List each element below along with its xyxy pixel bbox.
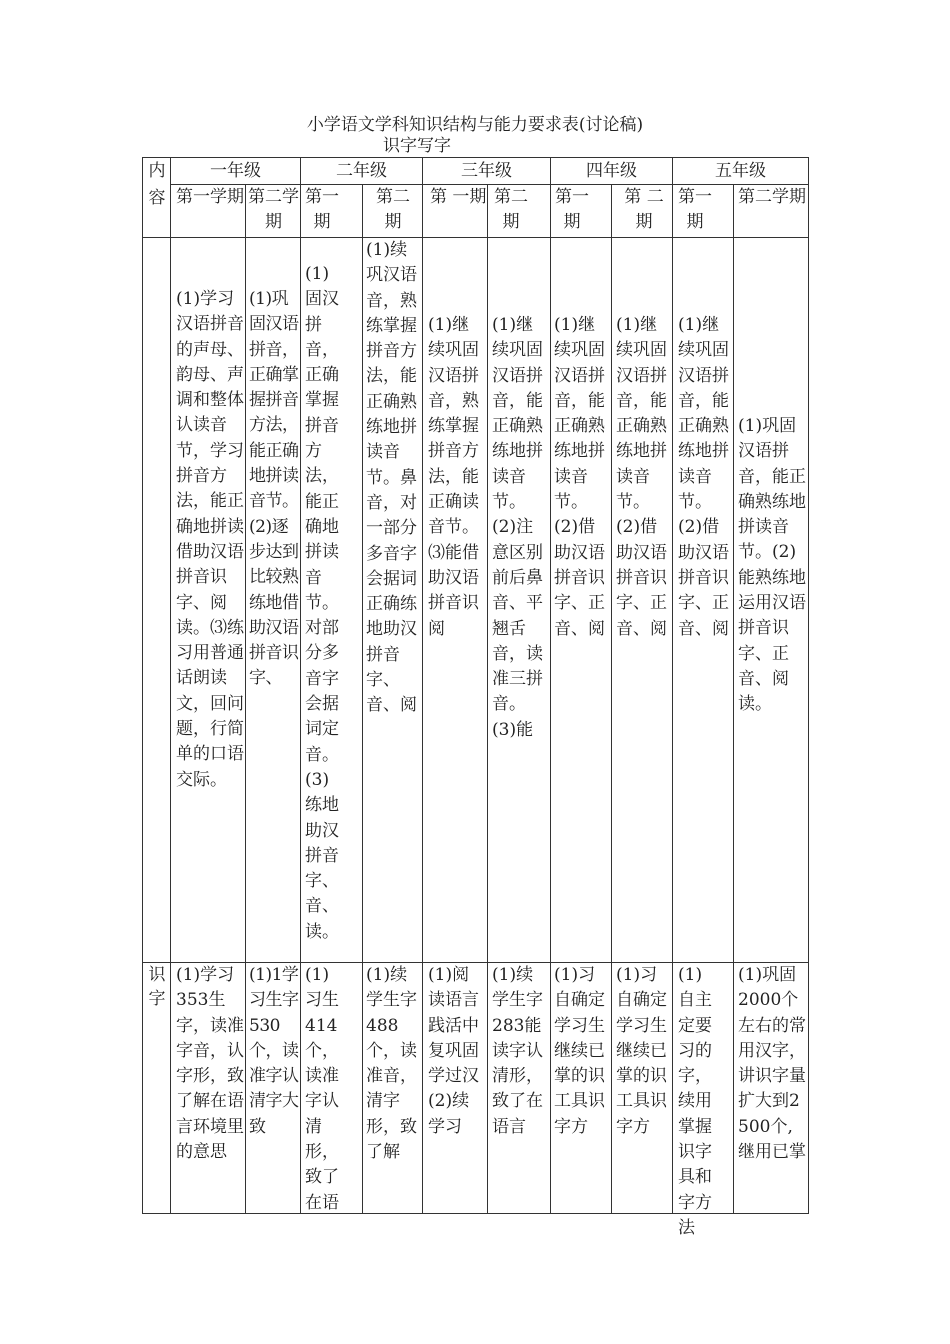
table-cell: (1)巩固汉语拼音，正确掌握拼音方法，能正确地拼读音节。(2)逐步达到比较熟练地借助汉语拼音识字、 [249,289,299,689]
row-label [143,242,169,957]
table-cell: (1)继续巩固汉语拼音，能正确熟练地拼读音节。(2)借助汉语拼音识字、正音、阅 [678,315,729,639]
table-cell: (1)学习汉语拼音的声母、韵母、声调和整体认读音节，学习拼音方法，能正确地拼读借助汉语拼音识字、阅读。⑶练习用普通话朗读文，回问题，行简单的口语交际。 [176,289,244,790]
column-divider [300,157,301,1214]
table-cell: (1)1学习生字530个，读准字认清字大致 [249,965,299,1137]
semester-header: 第一期 [555,187,589,233]
table-cell: (1)习自确定学习生继续已掌的识工具识字方 [616,965,667,1137]
semester-header: 第二学期 [738,187,806,207]
table-cell: (1)巩固2000个左右的常用汉字，讲识字量扩大到2500个,继用已掌 [738,965,806,1163]
column-divider [170,157,171,1214]
content-column-header: 内容 [148,161,166,208]
table-cell: (1)自主定要习的字，续用掌握识字具和字方法 [678,965,712,1238]
table-cell: (1)巩固汉语拼音，能正确熟练地拼读音节。(2)能熟练地运用汉语拼音识字、正音、阅读。 [738,416,806,715]
semester-divider [487,184,488,1214]
semester-divider [611,184,612,1214]
table-border-right [808,157,809,1214]
header-divider [142,237,809,238]
column-divider [422,157,423,1214]
table-cell: (1)学习353生字，读准字音，认字形，致了解在语言环境里的意思 [176,965,244,1163]
grade-header: 二年级 [336,161,387,181]
semester-header: 第一期 [305,187,339,233]
semester-divider [245,184,246,1214]
semester-header: 第二学期 [248,187,299,233]
table-cell: (1)习自确定学习生继续已掌的识工具识字方 [554,965,605,1137]
requirements-table [142,157,809,1238]
semester-header: 第二期 [494,187,528,233]
table-cell: (1)续学生字283能读字认清形，致了在语言 [492,965,543,1137]
column-divider [672,157,673,1214]
semester-header: 第 二期 [624,187,664,233]
table-cell: (1)继续巩固汉语拼音，熟练掌握拼音方法，能正确读音节。⑶能借助汉语拼音识阅 [428,315,479,639]
grade-header: 一年级 [210,161,261,181]
table-cell: (1)续学生字488个，读准音，清字形，致了解 [366,965,417,1163]
semester-header: 第一期 [678,187,712,233]
semester-header: 第二期 [376,187,410,233]
row-label: 识字 [148,965,166,1009]
table-cell: (1)继续巩固汉语拼音，能正确熟练地拼读音节。(2)借助汉语拼音识字、正音、阅 [616,315,667,639]
grade-header: 三年级 [461,161,512,181]
semester-divider [733,184,734,1214]
column-divider [550,157,551,1214]
table-cell: (1)继续巩固汉语拼音，能正确熟练地拼读音节。(2)借助汉语拼音识字、正音、阅 [554,315,605,639]
section-subtitle: 识字写字 [383,136,451,156]
table-cell: (1)固汉拼音，正确掌握拼音方法，能正确地拼读音节。对部分多音字会据词定音。(3)练地助汉拼音字、音、读。 [305,264,339,942]
semester-divider [362,184,363,1214]
semester-header: 第 一期 [430,187,487,207]
grade-header: 五年级 [715,161,766,181]
table-cell: (1)习生414个，读准字认清形，致了在语 [305,965,339,1213]
table-cell: (1)阅读语言践活中复巩固学过汉(2)续学习 [428,965,479,1137]
document-title: 小学语文学科知识结构与能力要求表(讨论稿) [306,115,644,135]
table-cell: (1)续巩汉语音，熟练掌握拼音方法，能正确熟练地拼读音节。鼻音，对一部分多音字会据词正确练地助汉拼音字、音、阅 [366,240,417,716]
table-cell: (1)继续巩固汉语拼音，能正确熟练地拼读音节。(2)注意区别前后鼻音、平翘舌音，读准三拼音。(3)能 [492,315,543,740]
semester-header: 第一学期 [176,187,244,207]
grade-header: 四年级 [586,161,637,181]
